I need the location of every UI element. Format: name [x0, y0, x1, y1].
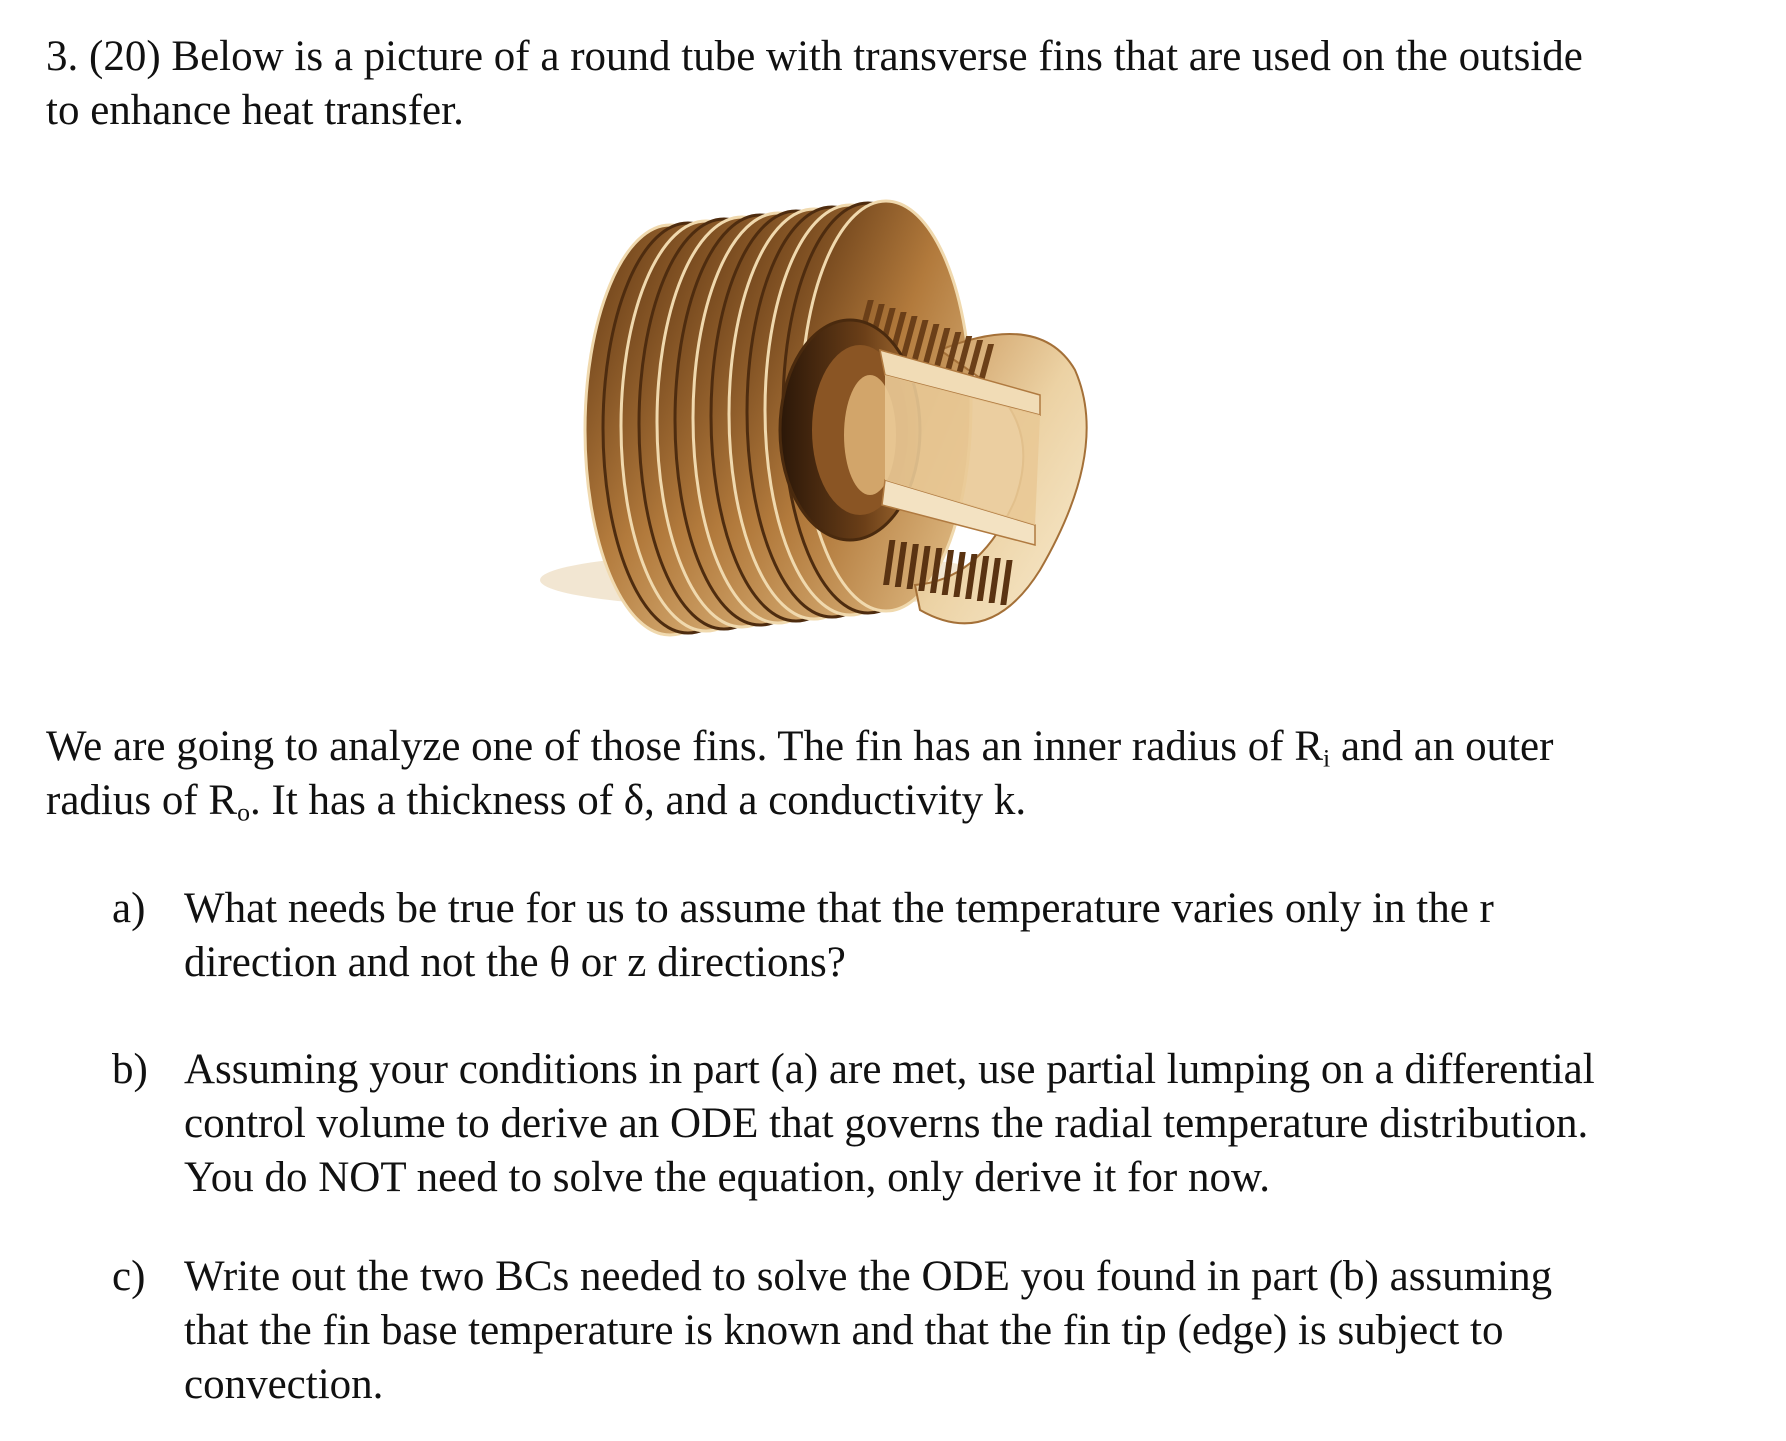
- question-b-line-2: control volume to derive an ODE that governs the radial temperature distribution.: [184, 1100, 1589, 1147]
- question-label: a): [112, 885, 146, 932]
- question-a-line-1: What needs be true for us to assume that the temperature varies only in the r: [184, 885, 1494, 932]
- question-text: [184, 1043, 1744, 1205]
- inner-radius-subscript: i: [1323, 743, 1331, 773]
- question-label: b): [112, 1046, 148, 1093]
- finned-tube-illustration: [520, 180, 1200, 680]
- analysis-line-1-end: and an outer: [1330, 723, 1554, 770]
- analysis-line-2-end: . It has a thickness of δ, and a conductivity k.: [250, 777, 1027, 824]
- question-c-line-3: convection.: [184, 1361, 384, 1408]
- question-text: [184, 882, 1744, 990]
- question-text: [184, 1250, 1744, 1412]
- analysis-line-2-start: radius of R: [46, 777, 238, 824]
- question-label: c): [112, 1253, 146, 1300]
- problem-intro: [46, 30, 1746, 138]
- question-b-line-3: You do NOT need to solve the equation, only derive it for now.: [184, 1154, 1271, 1201]
- intro-line-2: to enhance heat transfer.: [46, 87, 464, 134]
- question-c-line-1: Write out the two BCs needed to solve the ODE you found in part (b) assuming: [184, 1253, 1553, 1300]
- outer-radius-subscript: o: [237, 797, 250, 827]
- fin-description: [46, 720, 1746, 828]
- intro-line-1: 3. (20) Below is a picture of a round tube with transverse fins that are used on the outside: [46, 33, 1583, 80]
- question-a-line-2: direction and not the θ or z directions?: [184, 939, 846, 986]
- question-c-line-2: that the fin base temperature is known and that the fin tip (edge) is subject to: [184, 1307, 1504, 1354]
- finned-tube-photo: [520, 180, 1200, 680]
- question-b-line-1: Assuming your conditions in part (a) are met, use partial lumping on a differential: [184, 1046, 1595, 1093]
- analysis-line-1-start: We are going to analyze one of those fins. The fin has an inner radius of R: [46, 723, 1324, 770]
